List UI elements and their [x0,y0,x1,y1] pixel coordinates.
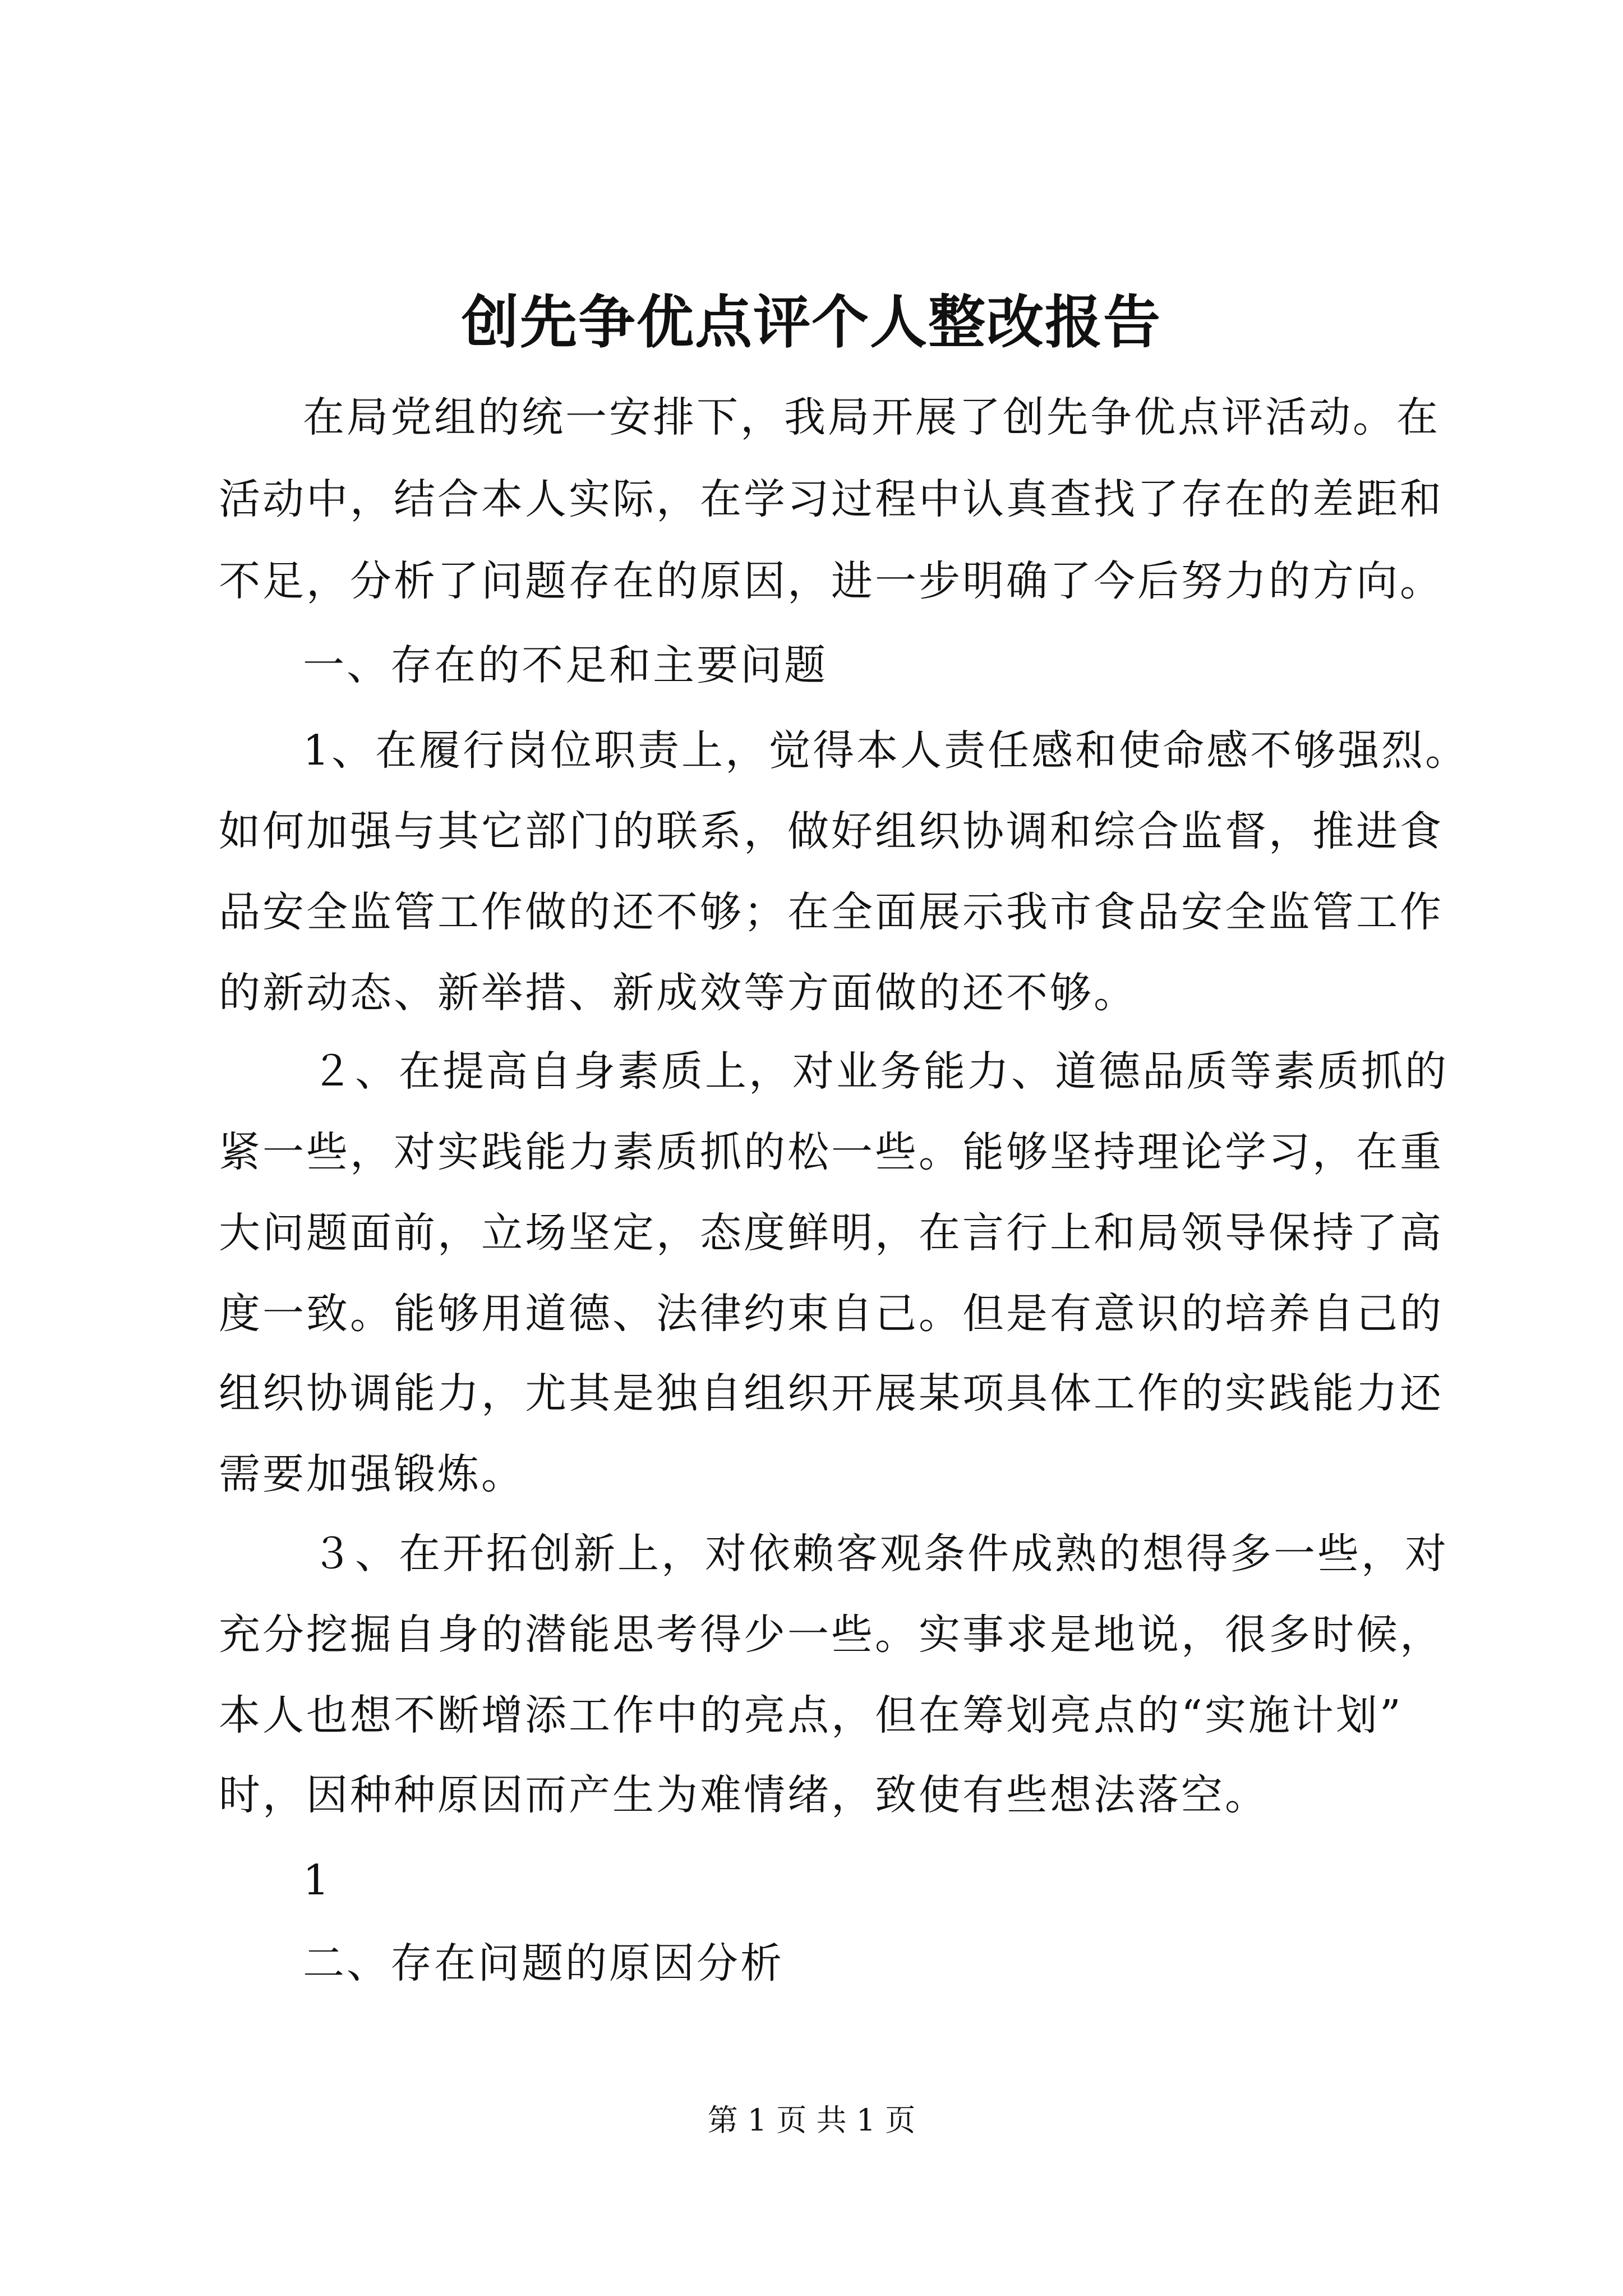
paragraph-line: 度一致。能够用道德、法律约束自己。但是有意识的培养自己的 [219,1290,1444,1338]
paragraph-line: ２、在提高自身素质上，对业务能力、道德品质等素质抓的 [311,1047,1449,1096]
section-heading: 二、存在问题的原因分析 [303,1939,784,1987]
paragraph-line: 不足，分析了问题存在的原因，进一步明确了今后努力的方向。 [219,557,1444,605]
paragraph-line: 紧一些，对实践能力素质抓的松一些。能够坚持理论学习，在重 [219,1128,1444,1176]
section-heading: 一、存在的不足和主要问题 [303,641,828,689]
paragraph-line: 品安全监管工作做的还不够；在全面展示我市食品安全监管工作 [219,888,1444,936]
paragraph-line: ３、在开拓创新上，对依赖客观条件成熟的想得多一些，对 [311,1530,1449,1578]
paragraph-line: 组织协调能力，尤其是独自组织开展某项具体工作的实践能力还 [219,1369,1444,1418]
paragraph-line: 的新动态、新举措、新成效等方面做的还不够。 [219,969,1137,1017]
paragraph-line: 在局党组的统一安排下，我局开展了创先争优点评活动。在 [303,393,1440,441]
paragraph-line: 活动中，结合本人实际，在学习过程中认真查找了存在的差距和 [219,475,1444,523]
paragraph-line: 充分挖掘自身的潜能思考得少一些。实事求是地说，很多时候， [219,1611,1444,1659]
paragraph-line: 需要加强锻炼。 [219,1450,525,1498]
paragraph-line: 时，因种种原因而产生为难情绪，致使有些想法落空。 [219,1771,1269,1819]
document-title: 创先争优点评个人整改报告 [462,289,1161,356]
paragraph-line: 如何加强与其它部门的联系，做好组织协调和综合监督，推进食 [219,807,1444,855]
paragraph-line: 1、在履行岗位职责上，觉得本人责任感和使命感不够强烈。 [303,726,1469,775]
page-number-inline: 1 [303,1856,332,1904]
paragraph-line: 大问题面前，立场坚定，态度鲜明，在言行上和局领导保持了高 [219,1209,1444,1257]
paragraph-line: 本人也想不断增添工作中的亮点，但在筹划亮点的“实施计划” [219,1691,1403,1740]
page-footer: 第 1 页 共 1 页 [707,2102,916,2138]
